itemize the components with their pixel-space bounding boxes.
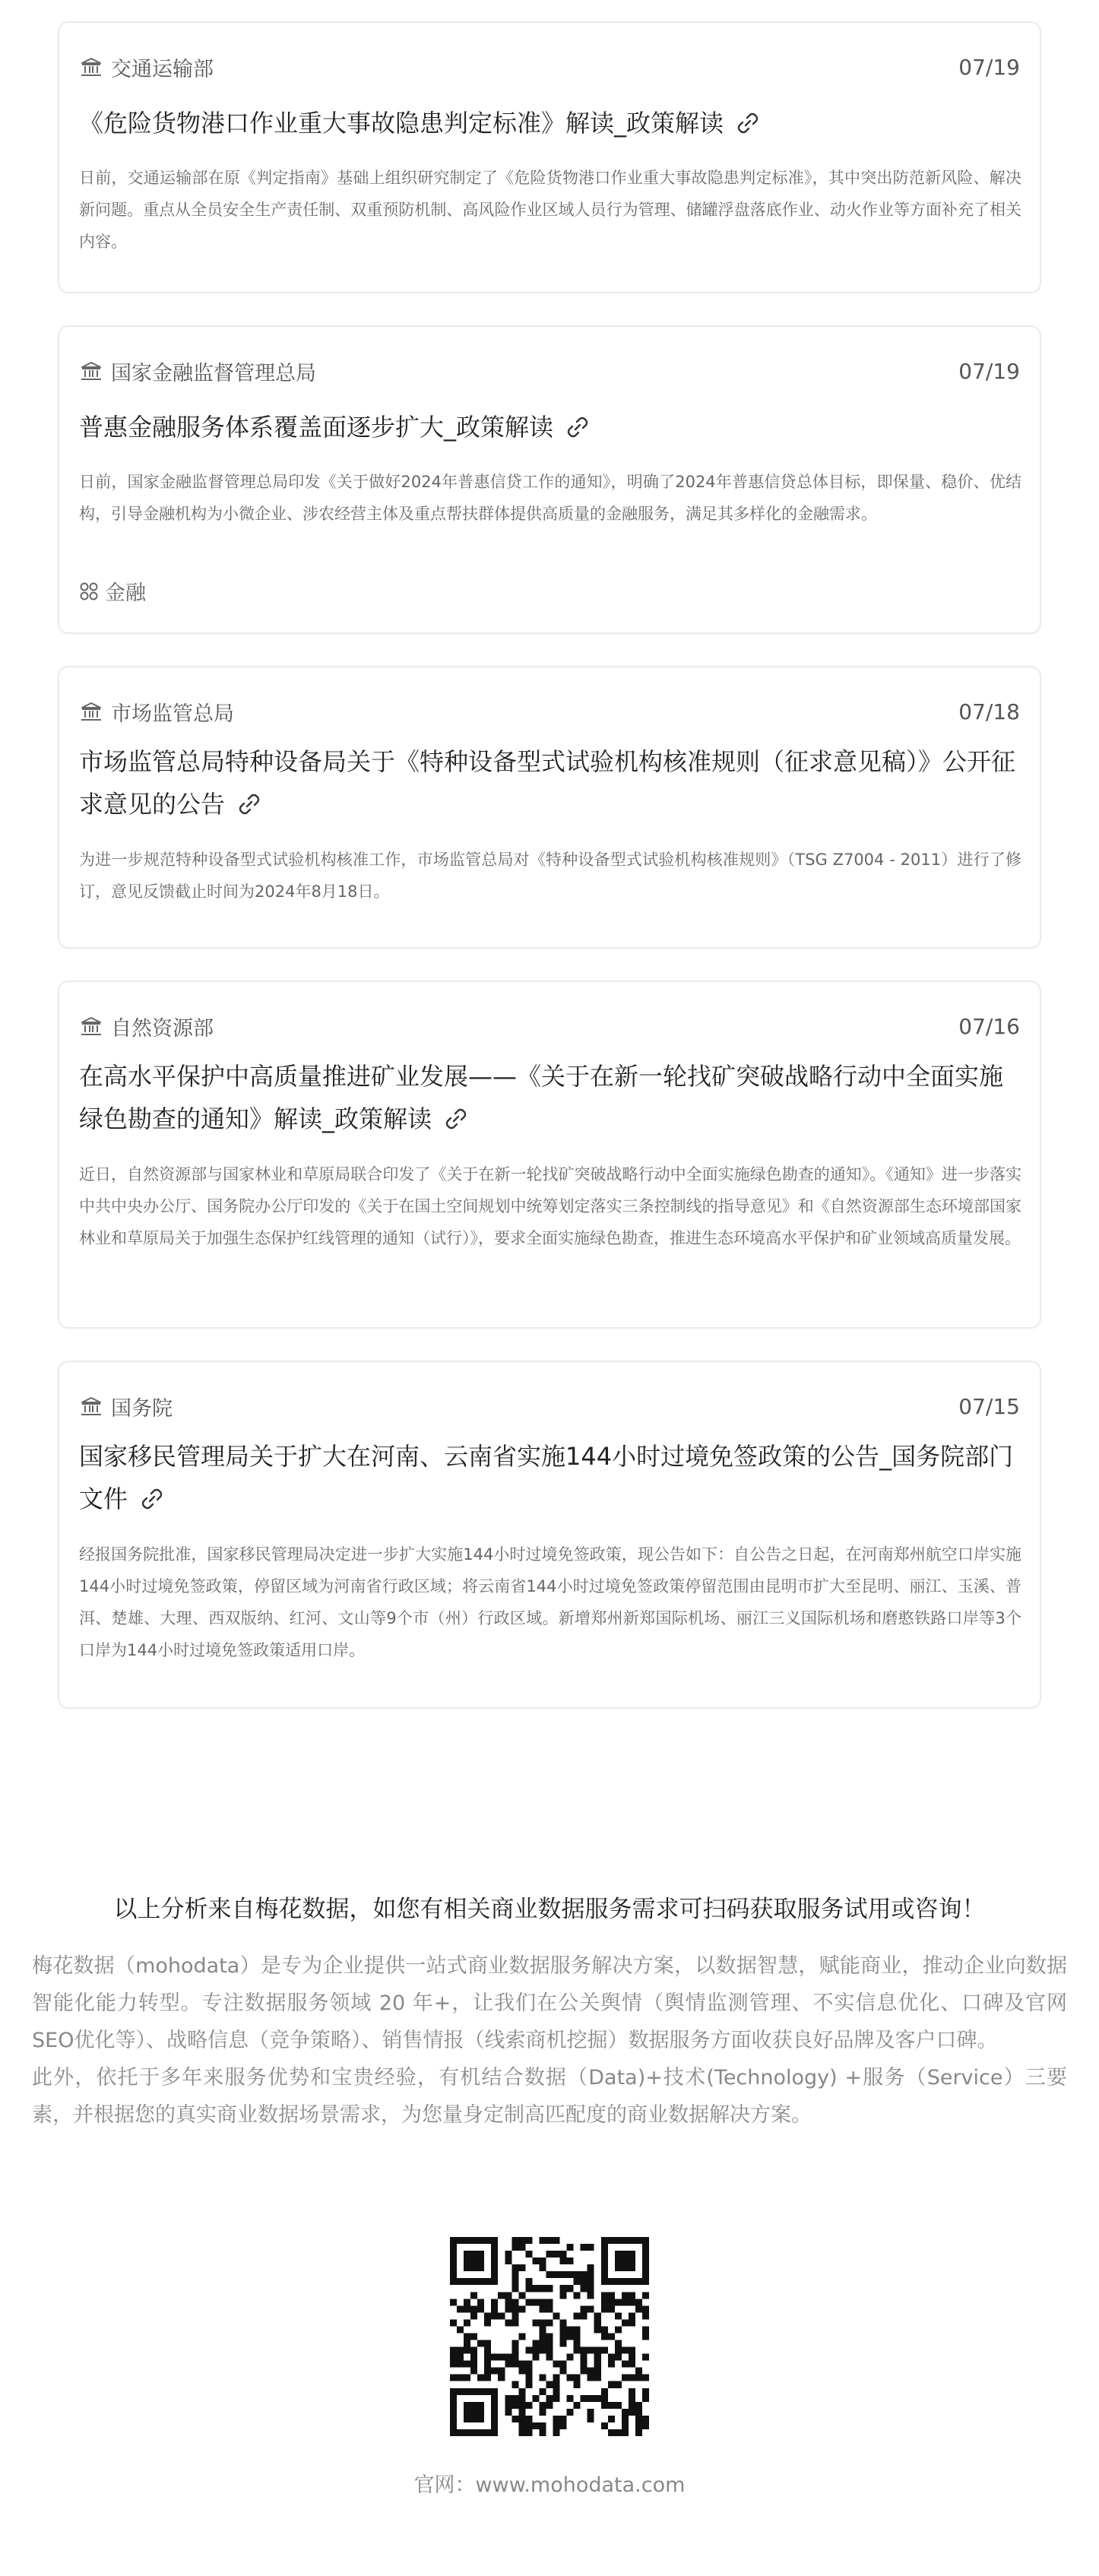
promo-heading: 以上分析来自梅花数据，如您有相关商业数据服务需求可扫码获取服务试用或咨询！ — [113, 1896, 986, 1923]
article-summary: 为进一步规范特种设备型式试验机构核准工作，市场监管总局对《特种设备型式试验机构核准规则》（TSG Z7004 - 2011）进行了修订，意见反馈截止时间为2024年8月18日。 — [79, 851, 1021, 901]
category-grid-icon — [79, 581, 99, 601]
publish-date: 07/15 — [958, 1393, 1020, 1419]
card-header — [79, 52, 1020, 82]
promo-paragraph: 此外，依托于多年来服务优势和宝贵经验，有机结合数据（Data)+技术(Technology) +服务（Service）三要素，并根据您的真实商业数据场景需求，为您量身定制高匹配度的商业数据解决方案。 — [32, 2066, 1067, 2127]
source — [79, 356, 316, 386]
promo-description — [32, 1947, 1067, 2134]
source-name: 交通运输部 — [111, 57, 214, 81]
article-summary: 日前，交通运输部在原《判定指南》基础上组织研究制定了《危险货物港口作业重大事故隐患判定标准》，其中突出防范新风险、解决新问题。重点从全员安全生产责任制、双重预防机制、高风险作业区域人员行为管理、储罐浮盘落底作业、动火作业等方面补充了相关内容。 — [79, 169, 1021, 251]
source-name: 市场监管总局 — [111, 702, 234, 726]
government-building-icon — [79, 359, 103, 383]
government-building-icon — [79, 699, 103, 724]
article-title-text[interactable]: 在高水平保护中高质量推进矿业发展——《关于在新一轮找矿突破战略行动中全面实施绿色勘查的通知》解读_政策解读 — [79, 1062, 1004, 1133]
article-card[interactable] — [58, 325, 1041, 634]
card-header — [79, 1011, 1020, 1041]
promo-paragraph: 梅花数据（mohodata）是专为企业提供一站式商业数据服务解决方案，以数据智慧，赋能商业，推动企业向数据智能化能力转型。专注数据服务领域 20 年+，让我们在公关舆情（舆情监测管理、不实信息优化、口碑及官网SEO优化等）、战略信息（竞争策略）、销售情报（线索商机挖掘）数据服务方面收获良好品牌及客户口碑。 — [32, 1954, 1067, 2052]
link-icon[interactable] — [236, 791, 263, 818]
article-title-text[interactable]: 普惠金融服务体系覆盖面逐步扩大_政策解读 — [79, 413, 554, 442]
article-card[interactable] — [58, 1361, 1041, 1709]
source-name: 国务院 — [111, 1396, 173, 1421]
article-summary: 日前，国家金融监督管理总局印发《关于做好2024年普惠信贷工作的通知》，明确了2024年普惠信贷总体目标，即保量、稳价、优结构，引导金融机构为小微企业、涉农经营主体及重点帮扶群体提供高质量的金融服务，满足其多样化的金融需求。 — [79, 473, 1021, 523]
article-title-text[interactable]: 国家移民管理局关于扩大在河南、云南省实施144小时过境免签政策的公告_国务院部门文件 — [79, 1442, 1014, 1513]
source — [79, 697, 234, 727]
card-header — [79, 356, 1020, 386]
article-card[interactable] — [58, 666, 1041, 949]
publish-date: 07/19 — [958, 358, 1020, 384]
category-tag-label[interactable]: 金融 — [105, 581, 146, 605]
publish-date: 07/19 — [958, 54, 1020, 80]
source — [79, 1012, 214, 1041]
qr-code — [450, 2237, 649, 2436]
article-title-text[interactable]: 《危险货物港口作业重大事故隐患判定标准》解读_政策解读 — [79, 109, 724, 138]
article-card[interactable] — [58, 21, 1041, 293]
government-building-icon — [79, 55, 103, 79]
article-summary: 经报国务院批准，国家移民管理局决定进一步扩大实施144小时过境免签政策，现公告如下：自公告之日起，在河南郑州航空口岸实施144小时过境免签政策，停留区域为河南省行政区域；将云南省144小时过境免签政策停留范围由昆明市扩大至昆明、丽江、玉溪、普洱、楚雄、大理、西双版纳、红河、文山等9个市（州）行政区域。新增郑州新郑国际机场、丽江三义国际机场和磨憨铁路口岸等3个口岸为144小时过境免签政策适用口岸。 — [79, 1545, 1021, 1659]
link-icon[interactable] — [734, 109, 762, 137]
link-icon[interactable] — [138, 1485, 166, 1513]
publish-date: 07/18 — [958, 699, 1020, 724]
article-title[interactable] — [79, 740, 1021, 825]
article-title[interactable] — [79, 406, 1021, 448]
source — [79, 52, 214, 82]
website-link[interactable]: 官网：www.mohodata.com — [413, 2473, 686, 2497]
article-title[interactable] — [79, 1435, 1021, 1520]
source-name: 自然资源部 — [111, 1016, 214, 1041]
government-building-icon — [79, 1014, 103, 1038]
link-icon[interactable] — [442, 1105, 470, 1133]
article-card[interactable] — [58, 981, 1041, 1329]
category-tag[interactable] — [79, 576, 146, 606]
card-header — [79, 696, 1020, 727]
link-icon[interactable] — [564, 413, 591, 441]
source-name: 国家金融监督管理总局 — [111, 361, 316, 385]
article-title[interactable] — [79, 1055, 1021, 1140]
qr-code-image — [450, 2237, 649, 2436]
card-header — [79, 1391, 1020, 1421]
article-summary: 近日，自然资源部与国家林业和草原局联合印发了《关于在新一轮找矿突破战略行动中全面实施绿色勘查的通知》。《通知》进一步落实中共中央办公厅、国务院办公厅印发的《关于在国土空间规划中统筹划定落实三条控制线的指导意见》和《自然资源部生态环境部国家林业和草原局关于加强生态保护红线管理的通知（试行）》，要求全面实施绿色勘查，推进生态环境高水平保护和矿业领域高质量发展。 — [79, 1165, 1021, 1247]
article-title-text[interactable]: 市场监管总局特种设备局关于《特种设备型式试验机构核准规则（征求意见稿）》公开征求意见的公告 — [79, 747, 1016, 819]
source — [79, 1392, 173, 1421]
government-building-icon — [79, 1394, 103, 1418]
publish-date: 07/16 — [958, 1013, 1020, 1039]
article-title[interactable] — [79, 102, 1021, 144]
